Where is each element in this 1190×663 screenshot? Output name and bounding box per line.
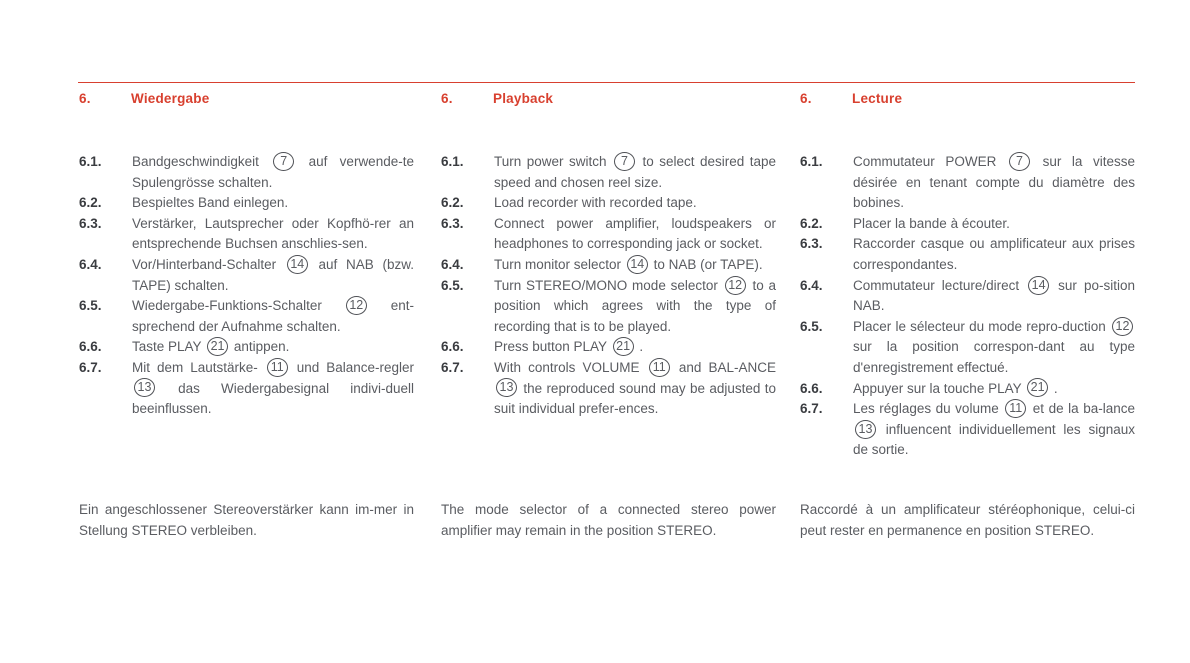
step-number: 6.3. xyxy=(79,215,102,231)
step-text-segment: sur po-sition NAB. xyxy=(853,277,1135,314)
step-text-segment: auf NAB (bzw. TAPE) schalten. xyxy=(132,256,414,293)
column-german xyxy=(79,91,414,420)
control-reference-badge: 11 xyxy=(1005,399,1026,418)
section-number: 6. xyxy=(800,91,812,106)
control-reference-badge: 13 xyxy=(855,420,876,439)
control-reference-badge: 14 xyxy=(627,255,648,274)
step-text xyxy=(853,399,1135,461)
step-text-segment: Les réglages du volume xyxy=(853,401,999,417)
step-number: 6.1. xyxy=(800,154,823,169)
step-text-segment: influencent individuellement les signaux de sortie. xyxy=(853,421,1135,458)
step-number: 6.5. xyxy=(800,318,823,334)
step-text xyxy=(494,337,776,358)
step-text-segment: Wiedergabe-Funktions-Schalter xyxy=(132,298,322,314)
step-text-segment: Placer le sélecteur du mode repro-duction xyxy=(853,318,1106,334)
step-list xyxy=(79,152,414,420)
step-number: 6.6. xyxy=(79,339,102,355)
step-text-segment: With controls VOLUME xyxy=(494,359,640,375)
step-item xyxy=(79,358,414,420)
step-text-segment: Bespieltes Band einlegen. xyxy=(132,195,289,211)
step-number: 6.3. xyxy=(800,236,823,252)
step-text-segment: Turn power switch xyxy=(494,154,607,169)
step-text-segment: auf verwende-te Spulengrösse schalten. xyxy=(132,154,414,190)
step-item xyxy=(800,399,1135,461)
section-title: Wiedergabe xyxy=(131,91,210,106)
step-text-segment: Taste PLAY xyxy=(132,339,202,355)
step-list xyxy=(800,152,1135,461)
step-text-segment: das Wiedergabesignal indivi-duell beeinflussen. xyxy=(132,380,414,417)
step-text-segment: Load recorder with recorded tape. xyxy=(494,195,697,211)
step-number: 6.4. xyxy=(441,256,464,272)
step-number: 6.4. xyxy=(79,256,102,272)
control-reference-badge: 11 xyxy=(267,358,288,377)
step-number: 6.7. xyxy=(441,359,464,375)
footer-note-german: Ein angeschlossener Stereoverstärker kann im-mer in Stellung STEREO verbleiben. xyxy=(79,502,414,538)
step-text-segment: Placer la bande à écouter. xyxy=(853,215,1010,231)
section-title: Playback xyxy=(493,91,554,106)
control-reference-badge: 7 xyxy=(614,152,635,171)
step-item xyxy=(441,337,776,358)
step-text-segment: Commutateur POWER xyxy=(853,154,997,169)
step-text xyxy=(494,276,776,338)
step-item xyxy=(441,193,776,214)
step-text-segment: antippen. xyxy=(233,339,290,355)
step-text xyxy=(494,214,776,255)
step-text-segment: Verstärker, Lautsprecher oder Kopfhö-rer an entsprechende Buchsen anschlies-sen. xyxy=(132,215,414,252)
step-text-segment: to a position which agrees with the type of recording that is to be played. xyxy=(494,277,776,334)
step-item xyxy=(79,296,414,337)
step-text-segment: Connect power amplifier, loudspeakers or headphones to corresponding jack or socket. xyxy=(494,215,776,252)
step-item xyxy=(800,152,1135,214)
control-reference-badge: 12 xyxy=(725,276,746,295)
step-text-segment: Turn STEREO/MONO mode selector xyxy=(494,277,718,293)
control-reference-badge: 12 xyxy=(346,296,367,315)
step-text-segment: Raccorder casque ou amplificateur aux prises correspondantes. xyxy=(853,236,1135,272)
step-text xyxy=(853,214,1135,235)
step-item xyxy=(800,214,1135,235)
section-heading xyxy=(79,91,414,111)
step-item xyxy=(441,255,776,276)
step-text-segment: und Balance-regler xyxy=(296,359,414,375)
step-item xyxy=(441,152,776,193)
step-text xyxy=(853,234,1135,275)
step-number: 6.3. xyxy=(441,215,464,231)
step-item xyxy=(800,234,1135,275)
control-reference-badge: 7 xyxy=(273,152,294,171)
step-text xyxy=(494,358,776,420)
footer-note-english: The mode selector of a connected stereo power amplifier may remain in the position STEREO. xyxy=(441,502,776,538)
step-text-segment: . xyxy=(1053,380,1058,396)
control-reference-badge: 12 xyxy=(1112,317,1133,336)
step-text xyxy=(853,317,1135,379)
step-text-segment: et de la ba-lance xyxy=(1032,401,1135,417)
step-number: 6.5. xyxy=(441,277,464,293)
step-text xyxy=(494,255,776,276)
step-text xyxy=(853,276,1135,317)
step-item xyxy=(800,379,1135,400)
step-text-segment: Press button PLAY xyxy=(494,339,607,355)
control-reference-badge: 13 xyxy=(496,378,517,397)
step-item xyxy=(800,317,1135,379)
step-text-segment: to NAB (or TAPE). xyxy=(653,256,763,272)
step-text xyxy=(853,152,1135,214)
step-list xyxy=(441,152,776,420)
step-item xyxy=(79,255,414,296)
control-reference-badge: 7 xyxy=(1009,152,1030,171)
step-text-segment: Bandgeschwindigkeit xyxy=(132,154,259,169)
control-reference-badge: 14 xyxy=(1028,276,1049,295)
step-number: 6.2. xyxy=(800,215,823,231)
step-text-segment: Mit dem Lautstärke- xyxy=(132,359,258,375)
step-number: 6.6. xyxy=(800,380,823,396)
section-number: 6. xyxy=(79,91,91,106)
section-heading xyxy=(441,91,776,111)
step-text-segment: Commutateur lecture/direct xyxy=(853,277,1020,293)
step-text xyxy=(132,214,414,255)
step-text-segment: Turn monitor selector xyxy=(494,256,622,272)
step-number: 6.2. xyxy=(441,195,464,211)
step-text-segment: sur la position correspon-dant au type d'enregistrement effectué. xyxy=(853,339,1135,375)
step-number: 6.1. xyxy=(79,154,102,169)
step-text xyxy=(132,255,414,296)
section-title: Lecture xyxy=(852,91,903,106)
step-text xyxy=(132,296,414,337)
step-text-segment: the reproduced sound may be adjusted to suit individual prefer-ences. xyxy=(494,380,776,417)
step-text xyxy=(132,193,414,214)
step-item xyxy=(441,358,776,420)
column-french xyxy=(800,91,1135,461)
step-text xyxy=(132,152,414,193)
step-number: 6.1. xyxy=(441,154,464,169)
column-english xyxy=(441,91,776,420)
control-reference-badge: 21 xyxy=(1027,378,1048,397)
control-reference-badge: 14 xyxy=(287,255,308,274)
step-item xyxy=(441,276,776,338)
step-number: 6.2. xyxy=(79,195,102,211)
red-divider-line xyxy=(78,82,1135,83)
step-text xyxy=(132,358,414,420)
step-item xyxy=(79,152,414,193)
footer-note-french: Raccordé à un amplificateur stéréophonique, celui-ci peut rester en permanence en position STEREO. xyxy=(800,502,1135,538)
control-reference-badge: 21 xyxy=(613,337,634,356)
step-text-segment: to select desired tape speed and chosen reel size. xyxy=(494,154,776,190)
section-number: 6. xyxy=(441,91,453,106)
step-text-segment: sur la vitesse désirée en tenant compte du diamètre des bobines. xyxy=(853,154,1136,211)
step-text-segment: Vor/Hinterband-Schalter xyxy=(132,256,277,272)
step-number: 6.7. xyxy=(800,401,823,417)
step-text-segment: Appuyer sur la touche PLAY xyxy=(853,380,1022,396)
control-reference-badge: 11 xyxy=(649,358,670,377)
step-number: 6.7. xyxy=(79,359,102,375)
step-text xyxy=(494,193,776,214)
step-text-segment: . xyxy=(639,339,644,355)
step-text-segment: ent-sprechend der Aufnahme schalten. xyxy=(132,298,414,334)
step-number: 6.5. xyxy=(79,298,102,314)
control-reference-badge: 21 xyxy=(207,337,228,356)
step-text xyxy=(853,379,1135,400)
step-text xyxy=(494,152,776,193)
step-item xyxy=(441,214,776,255)
step-number: 6.6. xyxy=(441,339,464,355)
step-item xyxy=(79,214,414,255)
step-text-segment: and BAL-ANCE xyxy=(678,359,776,375)
section-heading xyxy=(800,91,1135,111)
control-reference-badge: 13 xyxy=(134,378,155,397)
step-text xyxy=(132,337,414,358)
step-item xyxy=(800,276,1135,317)
step-item xyxy=(79,193,414,214)
step-number: 6.4. xyxy=(800,277,823,293)
step-item xyxy=(79,337,414,358)
